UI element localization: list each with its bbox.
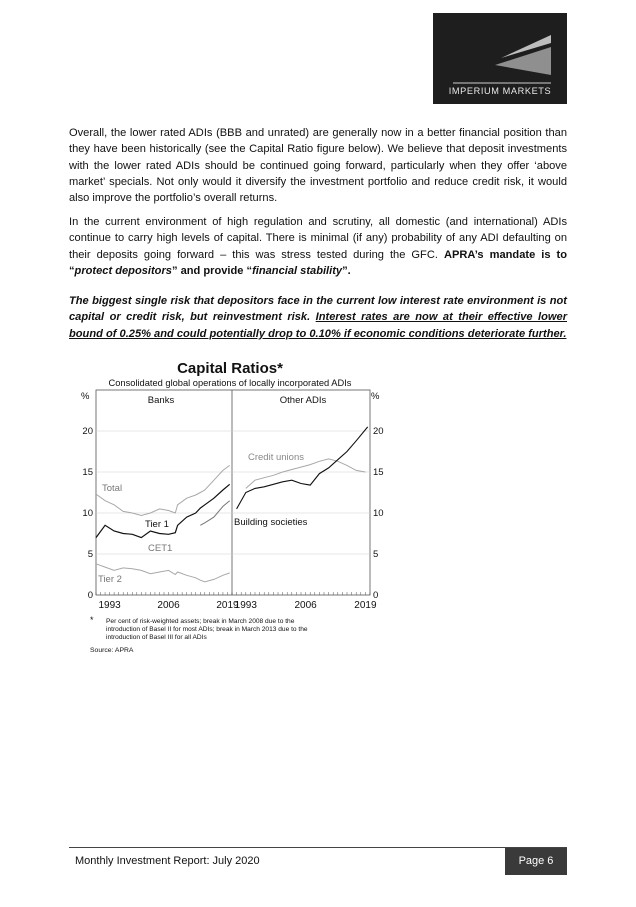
p3-interest-rates: Interest rates are now at their effective lower bound of 0.25% and could potentially drop to 0.10% if economic conditions deteriorate further. bbox=[69, 311, 568, 340]
footnote-line-1: Per cent of risk-weighted assets; break in March 2008 due to the bbox=[106, 618, 295, 625]
footnote-marker: * bbox=[90, 615, 94, 625]
p2-financial-stability: financial stability bbox=[252, 264, 343, 277]
logo-text: IMPERIUM MARKETS bbox=[448, 86, 552, 96]
paragraph-lower-rated-adis: Overall, the lower rated ADIs (BBB and unrated) are generally now in a better financial position than they have been historically (see the Capital Ratio figure below). We believe that deposit investments with the lower rated ADIs should be continued going forward, particularly when they offer ‘above market’ specials. Not only would it diversify the investment portfolio and reduce credit risk, it would also improve the portfolio’s overall returns. bbox=[69, 127, 567, 205]
footnote-line-2: introduction of Basel II for most ADIs; break in March 2013 due to the bbox=[106, 626, 308, 633]
chart-subtitle: Consolidated global operations of locally incorporated ADIs bbox=[108, 378, 352, 388]
capital-ratios-chart bbox=[80, 357, 384, 662]
capital-ratios-svg bbox=[80, 357, 384, 662]
paragraph-regulation bbox=[69, 214, 567, 279]
chart-title: Capital Ratios* bbox=[177, 360, 283, 377]
series-label-building-societies: Building societies bbox=[234, 517, 308, 528]
y-tick-label-right: 5 bbox=[373, 549, 379, 560]
y-tick-label-left: 0 bbox=[87, 590, 93, 601]
y-tick-label-right: 10 bbox=[373, 508, 384, 519]
y-axis-unit-left: % bbox=[81, 391, 90, 402]
series-label-total: Total bbox=[102, 483, 123, 494]
x-tick-label: 2006 bbox=[294, 600, 317, 611]
plot-frame bbox=[96, 390, 370, 595]
series-label-tier-2: Tier 2 bbox=[98, 574, 122, 585]
footer-rule bbox=[69, 847, 567, 848]
p2-close-quote: ”. bbox=[342, 264, 351, 277]
panel-label-banks: Banks bbox=[147, 395, 175, 406]
y-tick-label-right: 0 bbox=[373, 590, 379, 601]
x-tick-label: 2019 bbox=[354, 600, 377, 611]
y-tick-label-left: 10 bbox=[82, 508, 93, 519]
footnote-line-3: introduction of Basel III for all ADIs bbox=[106, 634, 207, 641]
y-tick-label-left: 20 bbox=[82, 426, 93, 437]
panel-label-other-adis: Other ADIs bbox=[279, 395, 327, 406]
imperium-markets-logo bbox=[433, 13, 567, 104]
x-tick-label: 2019 bbox=[216, 600, 239, 611]
y-tick-label-right: 20 bbox=[373, 426, 384, 437]
y-axis-unit-right: % bbox=[371, 391, 380, 402]
series-label-credit-unions: Credit unions bbox=[248, 452, 304, 463]
chart-source: Source: APRA bbox=[90, 647, 134, 654]
paragraph-reinvestment-risk bbox=[69, 293, 567, 342]
x-tick-label: 1993 bbox=[234, 600, 257, 611]
p2-protect-depositors: protect depositors bbox=[74, 264, 172, 277]
page-number-badge: Page 6 bbox=[505, 848, 567, 875]
footer-report-title: Monthly Investment Report: July 2020 bbox=[75, 855, 260, 867]
x-tick-label: 1993 bbox=[98, 600, 121, 611]
y-tick-label-left: 15 bbox=[82, 467, 93, 478]
p3-biggest-risk: The biggest single risk that depositors face in the current low interest rate environment is not capital or credit risk, but reinvestment risk. bbox=[69, 295, 567, 324]
series-line-building-societies bbox=[237, 427, 368, 509]
series-label-tier-1: Tier 1 bbox=[145, 519, 169, 530]
x-tick-label: 2006 bbox=[157, 600, 180, 611]
p2-text: In the current environment of high regulation and scrutiny, all domestic (and international) ADIs continue to carry high levels of capital. There is minimal (if any) probability of any ADI defaulting on their deposits going forward – this was stress tested during the GFC. bbox=[69, 216, 567, 261]
p2-mandate: APRA’s mandate is to “ bbox=[69, 248, 567, 277]
y-tick-label-right: 15 bbox=[373, 467, 384, 478]
y-tick-label-left: 5 bbox=[87, 549, 93, 560]
p2-and-provide: ” and provide “ bbox=[171, 264, 253, 277]
series-label-cet1: CET1 bbox=[148, 543, 173, 554]
